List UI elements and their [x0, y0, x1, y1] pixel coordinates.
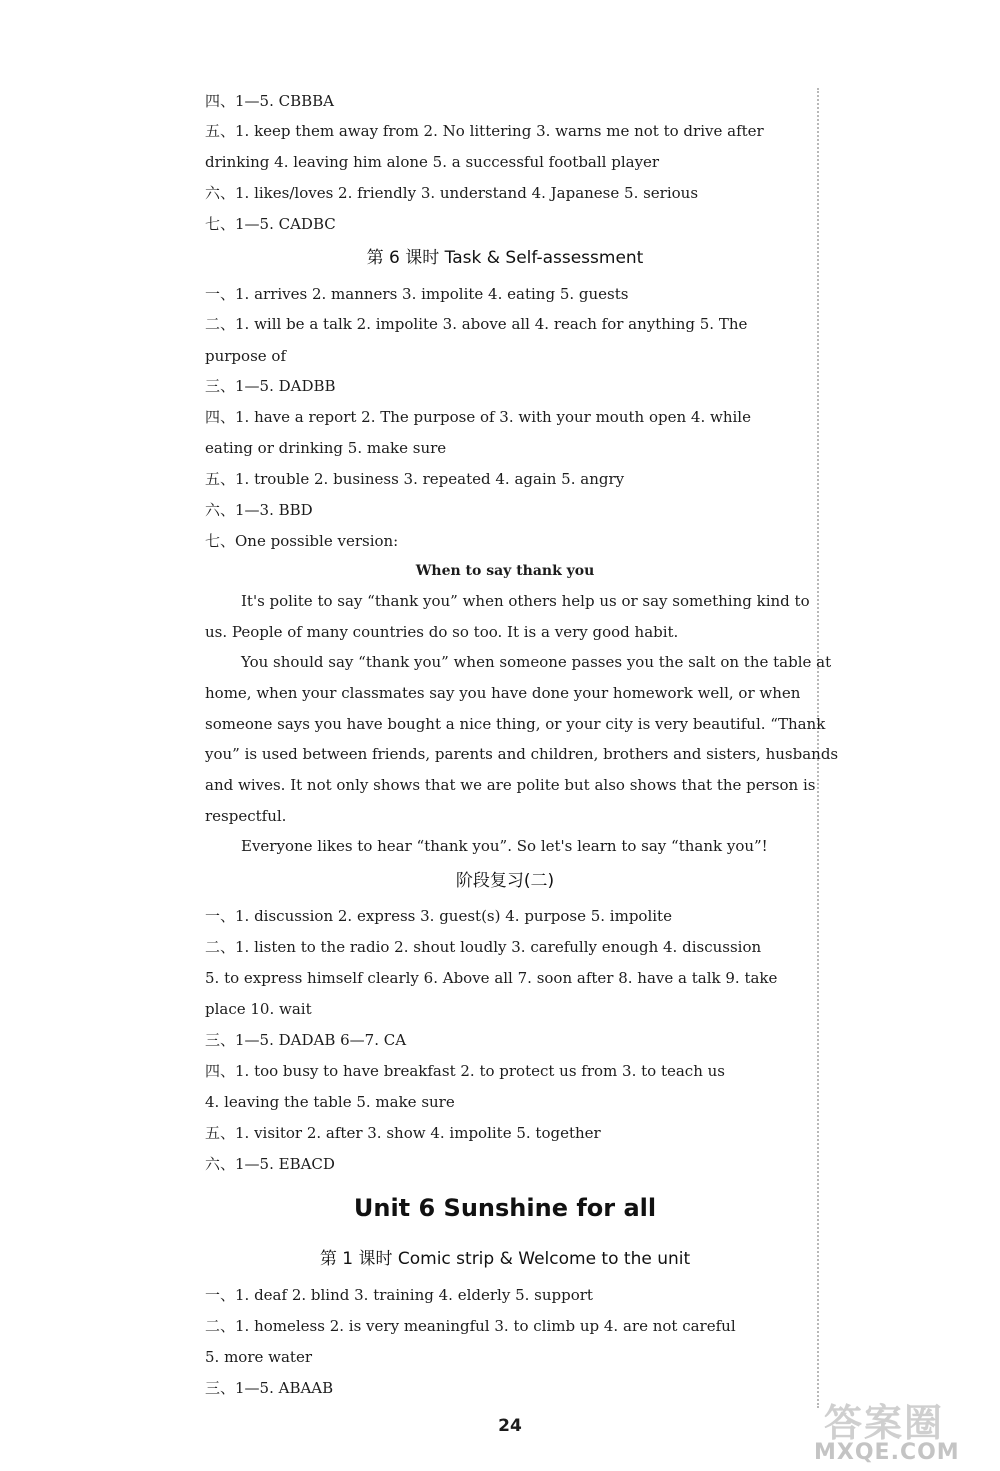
answer-line: 一、1. deaf 2. blind 3. training 4. elderly 5. support [205, 1286, 593, 1304]
answer-line: 4. leaving the table 5. make sure [205, 1093, 455, 1111]
answer-line: 二、1. will be a talk 2. impolite 3. above all 4. reach for anything 5. The [205, 315, 748, 333]
essay-line: and wives. It not only shows that we are polite but also shows that the person is [205, 776, 816, 794]
answer-line: 二、1. listen to the radio 2. shout loudly 3. carefully enough 4. discussion [205, 938, 762, 956]
answer-line: eating or drinking 5. make sure [205, 439, 447, 457]
answer-line: 四、1. have a report 2. The purpose of 3. with your mouth open 4. while [205, 408, 751, 426]
answer-line: 六、1—3. BBD [205, 501, 313, 519]
essay-line: Everyone likes to hear “thank you”. So let's learn to say “thank you”! [241, 837, 768, 855]
lesson6-heading: 第 6 课时 Task & Self-assessment [366, 248, 644, 268]
answer-line: place 10. wait [205, 1000, 312, 1018]
answer-line: 六、1. likes/loves 2. friendly 3. understand 4. Japanese 5. serious [205, 184, 699, 202]
page-number: 24 [498, 1416, 522, 1436]
answer-line: 五、1. keep them away from 2. No littering 3. warns me not to drive after [205, 122, 764, 140]
answer-line: 三、1—5. DADAB 6—7. CA [205, 1031, 407, 1049]
answer-line: purpose of [205, 347, 286, 365]
answer-line: 四、1. too busy to have breakfast 2. to protect us from 3. to teach us [205, 1062, 725, 1080]
unit-title: Unit 6 Sunshine for all [353, 1194, 657, 1222]
essay-line: It's polite to say “thank you” when others help us or say something kind to [241, 592, 810, 610]
essay-title: When to say thank you [415, 563, 595, 579]
review-heading: 阶段复习(二) [455, 871, 555, 891]
essay-line: home, when your classmates say you have done your homework well, or when [205, 684, 801, 702]
answer-line: 六、1—5. EBACD [205, 1155, 335, 1173]
answer-line: drinking 4. leaving him alone 5. a successful football player [205, 153, 660, 171]
lesson1-heading: 第 1 课时 Comic strip & Welcome to the unit [319, 1249, 691, 1269]
answer-line: 五、1. trouble 2. business 3. repeated 4. again 5. angry [205, 470, 625, 488]
answer-line: 四、1—5. CBBBA [205, 92, 335, 110]
answer-line: 七、1—5. CADBC [205, 215, 336, 233]
answer-line: 一、1. discussion 2. express 3. guest(s) 4. purpose 5. impolite [205, 907, 672, 925]
answer-line: 三、1—5. DADBB [205, 377, 336, 395]
watermark-url: MXQE.COM [814, 1440, 960, 1465]
answer-line: 5. more water [205, 1348, 313, 1366]
essay-line: someone says you have bought a nice thing, or your city is very beautiful. “Thank [205, 715, 826, 733]
answer-line: 五、1. visitor 2. after 3. show 4. impolite 5. together [205, 1124, 601, 1142]
watermark-logo [808, 1392, 998, 1468]
essay-line: you” is used between friends, parents and children, brothers and sisters, husbands [205, 745, 839, 763]
answer-line: 一、1. arrives 2. manners 3. impolite 4. eating 5. guests [205, 285, 629, 303]
answer-line: 三、1—5. ABAAB [205, 1379, 334, 1397]
answer-line: 七、One possible version: [205, 532, 399, 550]
essay-line: You should say “thank you” when someone passes you the salt on the table at [241, 653, 832, 671]
essay-line: respectful. [205, 807, 287, 825]
watermark-text: 答案圈 [824, 1401, 945, 1445]
essay-line: us. People of many countries do so too. It is a very good habit. [205, 623, 679, 641]
answer-line: 5. to express himself clearly 6. Above all 7. soon after 8. have a talk 9. take [205, 969, 778, 987]
answer-line: 二、1. homeless 2. is very meaningful 3. to climb up 4. are not careful [205, 1317, 736, 1335]
